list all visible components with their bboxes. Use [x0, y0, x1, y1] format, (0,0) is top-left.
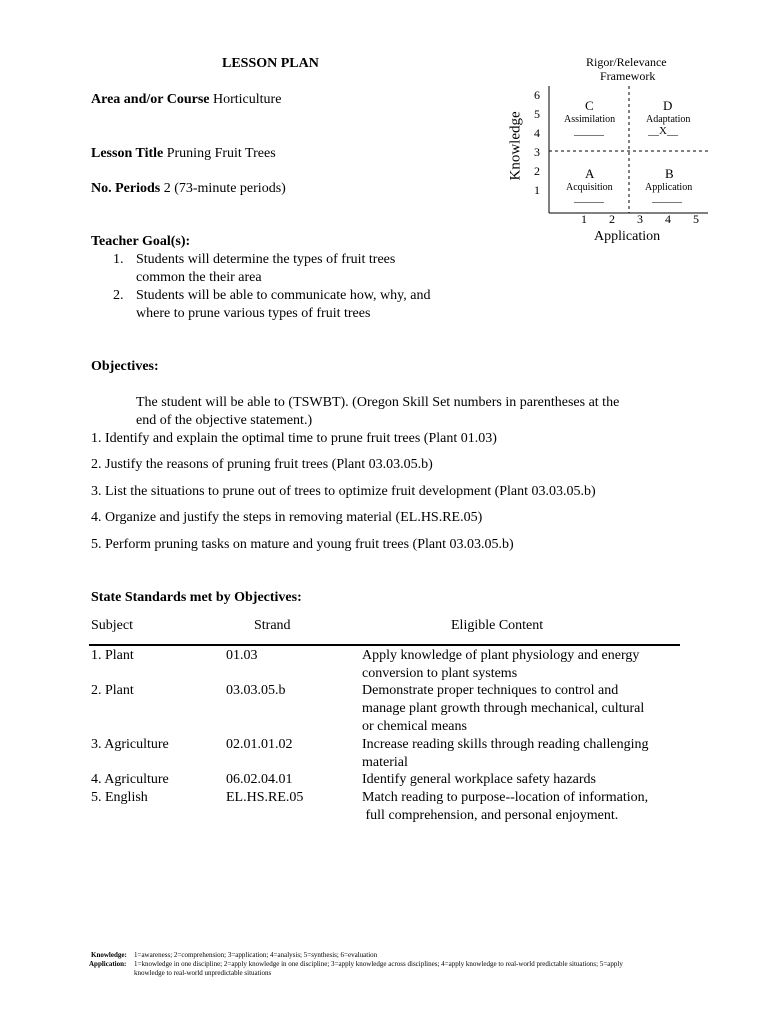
y-tick: 4 — [534, 126, 540, 140]
table-cell-subject: 1. Plant — [91, 648, 134, 663]
lesson-title-value: Pruning Fruit Trees — [166, 146, 276, 161]
x-tick: 3 — [637, 212, 643, 226]
footnote-knowledge-label: Knowledge: — [91, 951, 127, 959]
objective-item: 2. Justify the reasons of pruning fruit trees (Plant 03.03.05.b) — [91, 457, 433, 472]
teacher-goals-heading: Teacher Goal(s): — [91, 234, 191, 249]
quadrant-c-mark: ______ — [574, 126, 604, 137]
objective-item: 1. Identify and explain the optimal time to prune fruit trees (Plant 01.03) — [91, 431, 497, 446]
quadrant-b-letter: B — [665, 166, 674, 181]
y-tick: 3 — [534, 145, 540, 159]
y-tick: 6 — [534, 88, 540, 102]
table-cell-subject: 4. Agriculture — [91, 772, 169, 787]
table-cell-subject: 2. Plant — [91, 683, 134, 698]
quadrant-a-letter: A — [585, 166, 595, 181]
goal-text: Students will determine the types of fruit trees — [136, 252, 396, 267]
table-cell-content: Apply knowledge of plant physiology and energy — [362, 648, 640, 663]
x-tick: 5 — [693, 212, 699, 226]
framework-title-line1: Rigor/Relevance — [586, 55, 667, 69]
objective-item: 4. Organize and justify the steps in removing material (EL.HS.RE.05) — [91, 510, 483, 525]
y-tick: 1 — [534, 183, 540, 197]
table-cell-content: Demonstrate proper techniques to control and — [362, 683, 619, 698]
goal-text: Students will be able to communicate how, why, and — [136, 288, 431, 303]
area-field — [91, 92, 281, 108]
footnote-application-label: Application: — [89, 960, 127, 968]
page-title: LESSON PLAN — [222, 56, 319, 71]
table-cell-content: or chemical means — [362, 719, 467, 734]
area-label: Area and/or Course — [91, 92, 210, 107]
table-cell-strand: 06.02.04.01 — [226, 772, 293, 787]
objective-item: 5. Perform pruning tasks on mature and young fruit trees (Plant 03.03.05.b) — [91, 537, 514, 552]
table-cell-content: Match reading to purpose--location of information, — [362, 790, 649, 805]
periods-field — [91, 181, 286, 197]
x-axis-label: Application — [594, 229, 661, 244]
table-cell-strand: EL.HS.RE.05 — [226, 790, 304, 805]
quadrant-c-letter: C — [585, 98, 594, 113]
quadrant-b-name: Application — [645, 182, 693, 193]
footnote-application-text: knowledge to real-world unpredictable situations — [134, 969, 272, 977]
x-tick: 2 — [609, 212, 615, 226]
goal-text: common the their area — [136, 270, 262, 285]
objectives-heading: Objectives: — [91, 359, 159, 374]
y-tick: 2 — [534, 164, 540, 178]
column-header-strand: Strand — [254, 618, 291, 633]
objectives-intro: end of the objective statement.) — [136, 413, 313, 428]
y-axis-label: Knowledge — [507, 111, 524, 181]
goal-number: 2. — [113, 288, 124, 303]
table-cell-content: Increase reading skills through reading challenging — [362, 737, 649, 752]
table-cell-strand: 02.01.01.02 — [226, 737, 293, 752]
goal-text: where to prune various types of fruit trees — [136, 306, 371, 321]
table-cell-content: full comprehension, and personal enjoyment. — [362, 808, 619, 823]
objective-item: 3. List the situations to prune out of trees to optimize fruit development (Plant 03.03.05.b) — [91, 484, 596, 499]
lesson-title-label: Lesson Title — [91, 146, 164, 161]
quadrant-a-mark: ______ — [574, 193, 604, 204]
periods-value: 2 (73-minute periods) — [163, 181, 286, 196]
quadrant-b-mark: ______ — [652, 193, 682, 204]
x-tick: 1 — [581, 212, 587, 226]
quadrant-d-mark: __X__ — [648, 125, 678, 137]
column-header-content: Eligible Content — [451, 618, 544, 633]
quadrant-d-name: Adaptation — [646, 114, 691, 125]
framework-title-line2: Framework — [600, 69, 656, 83]
table-cell-strand: 03.03.05.b — [226, 683, 286, 698]
table-cell-content: material — [362, 755, 408, 770]
objectives-intro: The student will be able to (TSWBT). (Oregon Skill Set numbers in parentheses at the — [136, 395, 620, 410]
footnote-knowledge-text: 1=awareness; 2=comprehension; 3=application; 4=analysis; 5=synthesis; 6=evaluation — [134, 951, 378, 959]
table-cell-subject: 5. English — [91, 790, 148, 805]
area-value: Horticulture — [212, 92, 282, 107]
table-cell-strand: 01.03 — [226, 648, 258, 663]
column-header-subject: Subject — [91, 618, 133, 633]
footnote-application-text: 1=knowledge in one discipline; 2=apply knowledge in one discipline; 3=apply knowledge across disciplines; 4=apply knowledge to real-world predictable situations; 5=apply — [134, 960, 623, 968]
goal-number: 1. — [113, 252, 124, 267]
y-tick: 5 — [534, 107, 540, 121]
periods-label: No. Periods — [91, 181, 161, 196]
x-tick: 4 — [665, 212, 671, 226]
lesson-title-field — [91, 146, 276, 162]
quadrant-a-name: Acquisition — [566, 182, 613, 193]
quadrant-c-name: Assimilation — [564, 114, 616, 125]
standards-heading: State Standards met by Objectives: — [91, 590, 302, 605]
quadrant-d-letter: D — [663, 98, 673, 113]
table-cell-subject: 3. Agriculture — [91, 737, 169, 752]
table-cell-content: Identify general workplace safety hazards — [362, 772, 596, 787]
table-cell-content: conversion to plant systems — [362, 666, 518, 681]
rigor-relevance-framework — [500, 50, 730, 250]
table-cell-content: manage plant growth through mechanical, cultural — [362, 701, 645, 716]
table-header-rule — [89, 644, 680, 646]
